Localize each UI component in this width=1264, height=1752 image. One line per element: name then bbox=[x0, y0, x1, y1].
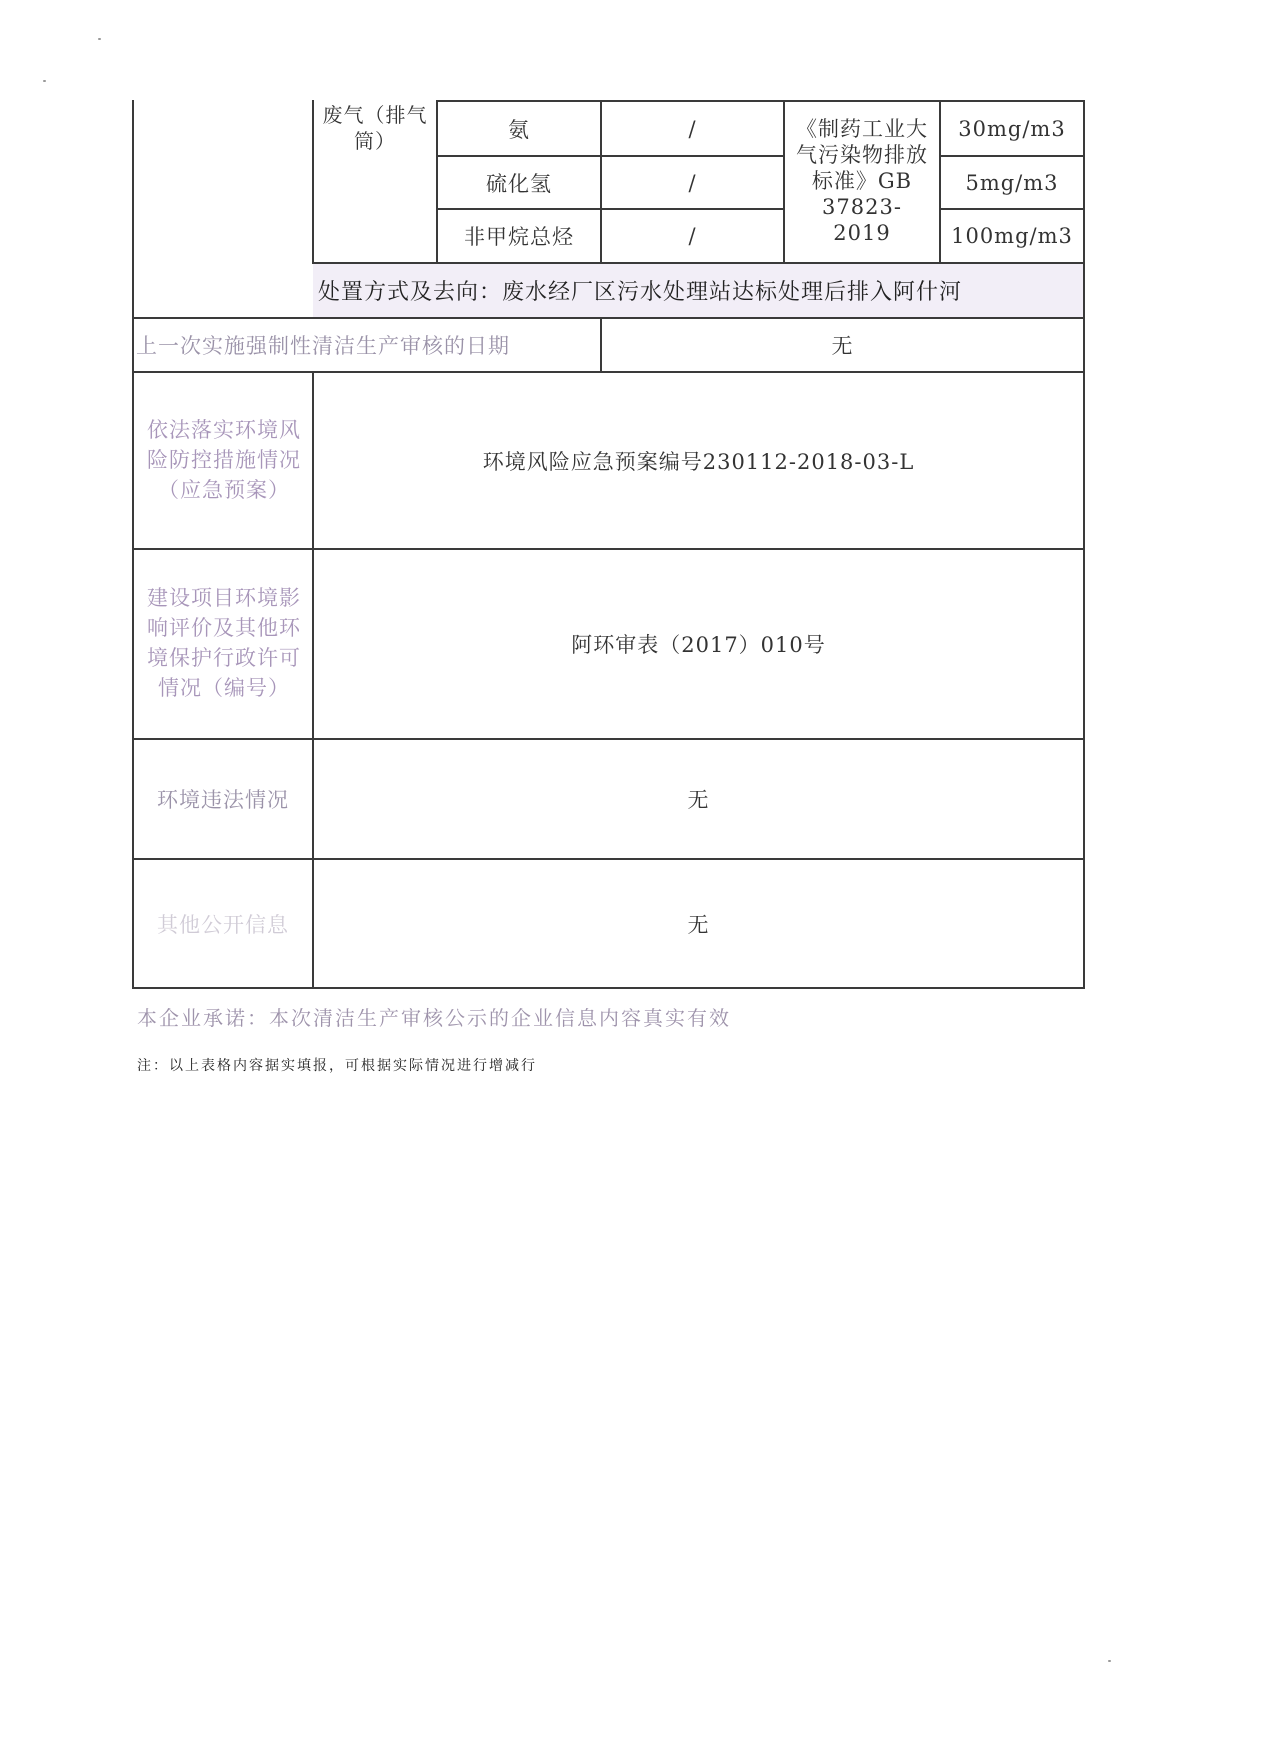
pollutant-value: / bbox=[688, 224, 697, 248]
scan-speck bbox=[98, 38, 101, 40]
row-value-risk-control: 环境风险应急预案编号230112-2018-03-L bbox=[482, 449, 915, 474]
grid-line bbox=[312, 100, 314, 264]
pollutant-limit: 100mg/m3 bbox=[951, 224, 1073, 248]
row-label-last-audit-date: 上一次实施强制性清洁生产审核的日期 bbox=[136, 334, 510, 358]
pollutant-limit: 30mg/m3 bbox=[958, 116, 1066, 141]
disposal-method: 处置方式及去向：废水经厂区污水处理站达标处理后排入阿什河 bbox=[318, 280, 963, 305]
row-label-eia-permits: 建设项目环境影响评价及其他环境保护行政许可情况（编号） bbox=[147, 586, 301, 700]
pollutant-value: / bbox=[688, 116, 697, 141]
grid-line bbox=[783, 100, 785, 264]
row-label-violations: 环境违法情况 bbox=[157, 788, 289, 812]
scan-speck bbox=[1108, 1660, 1111, 1662]
row-label-risk-control: 依法落实环境风险防控措施情况（应急预案） bbox=[147, 418, 301, 502]
pollutant-name: 非甲烷总烃 bbox=[464, 225, 574, 249]
grid-line bbox=[1083, 100, 1085, 989]
waste-gas-label: 废气（排气筒） bbox=[322, 103, 428, 153]
pollutant-name: 氨 bbox=[508, 117, 530, 142]
scan-speck bbox=[43, 80, 46, 82]
row-value-other-info: 无 bbox=[687, 912, 710, 937]
pollutant-name: 硫化氢 bbox=[486, 171, 552, 196]
enterprise-commitment: 本企业承诺：本次清洁生产审核公示的企业信息内容真实有效 bbox=[137, 1006, 731, 1030]
row-value-violations: 无 bbox=[687, 788, 710, 812]
row-label-other-info: 其他公开信息 bbox=[157, 912, 289, 937]
row-value-eia-permits: 阿环审表（2017）010号 bbox=[571, 633, 826, 657]
pollutant-limit: 5mg/m3 bbox=[965, 170, 1059, 195]
emission-standard: 《制药工业大气污染物排放标准》GB 37823-2019 bbox=[796, 117, 928, 245]
row-value-last-audit-date: 无 bbox=[831, 334, 854, 358]
grid-line bbox=[132, 987, 1084, 989]
pollutant-value: / bbox=[688, 170, 697, 195]
table-note: 注：以上表格内容据实填报，可根据实际情况进行增减行 bbox=[137, 1058, 537, 1074]
